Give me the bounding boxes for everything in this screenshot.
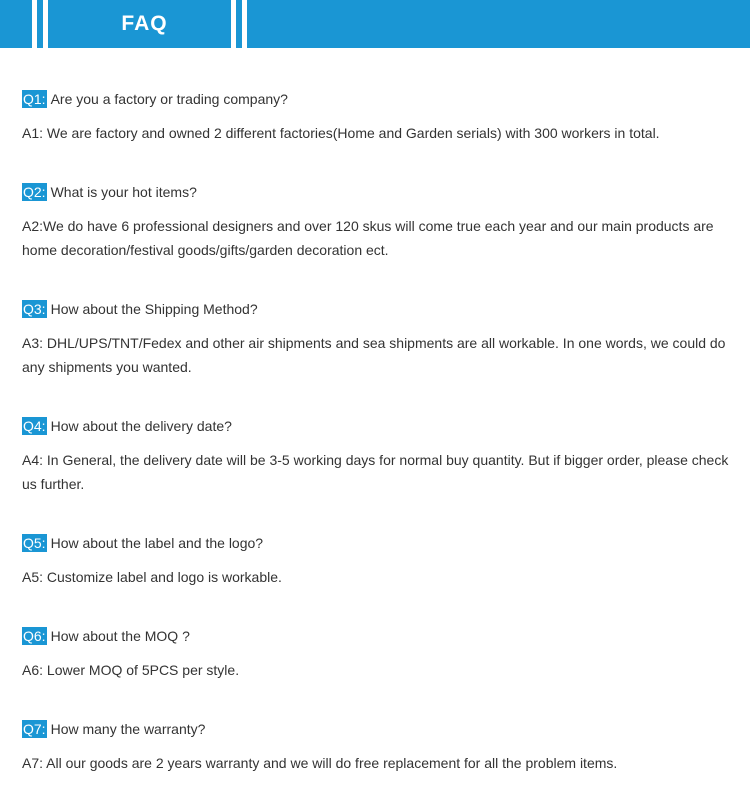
- question-text: How about the label and the logo?: [50, 535, 264, 551]
- question: [22, 627, 737, 645]
- banner-stripe: [247, 0, 750, 48]
- question: [22, 534, 737, 552]
- answer-text: A3: DHL/UPS/TNT/Fedex and other air shipments and sea shipments are all workable. In one words, we could do any shipments you wanted.: [22, 335, 726, 375]
- faq-item-7: [22, 720, 737, 775]
- answer-text: A7: All our goods are 2 years warranty and we will do free replacement for all the problem items.: [22, 755, 618, 771]
- answer-text: A4: In General, the delivery date will be 3-5 working days for normal buy quantity. But if bigger order, please check us further.: [22, 452, 729, 492]
- answer-text: A1: We are factory and owned 2 different factories(Home and Garden serials) with 300 workers in total.: [22, 125, 660, 141]
- question-tag: Q5:: [23, 535, 46, 551]
- banner-stripe: [0, 0, 32, 48]
- question-text: How about the MOQ ?: [50, 628, 190, 644]
- faq-item-2: [22, 183, 737, 262]
- answer-text: A2:We do have 6 professional designers and over 120 skus will come true each year and our main products are home decoration/festival goods/gifts/garden decoration ect.: [22, 218, 714, 258]
- faq-item-3: [22, 300, 737, 379]
- question: [22, 720, 737, 738]
- page-title: FAQ: [121, 12, 168, 35]
- question-text: How about the delivery date?: [50, 418, 232, 434]
- question: [22, 183, 737, 201]
- question-tag: Q6:: [23, 628, 46, 644]
- banner-stripe: [37, 0, 43, 48]
- question-text: Are you a factory or trading company?: [50, 91, 288, 107]
- question-tag: Q7:: [23, 721, 46, 737]
- question: [22, 417, 737, 435]
- faq-item-5: [22, 534, 737, 589]
- question-tag: Q4:: [23, 418, 46, 434]
- faq-item-4: [22, 417, 737, 496]
- question-text: How about the Shipping Method?: [50, 301, 258, 317]
- question-text: How many the warranty?: [50, 721, 206, 737]
- faq-banner: [0, 0, 750, 48]
- question-tag: Q1:: [23, 91, 46, 107]
- faq-item-1: [22, 90, 737, 145]
- question-text: What is your hot items?: [50, 184, 197, 200]
- faq-item-6: [22, 627, 737, 682]
- answer-text: A6: Lower MOQ of 5PCS per style.: [22, 662, 240, 678]
- answer-text: A5: Customize label and logo is workable.: [22, 569, 282, 585]
- question: [22, 300, 737, 318]
- question: [22, 90, 737, 108]
- question-tag: Q3:: [23, 301, 46, 317]
- question-tag: Q2:: [23, 184, 46, 200]
